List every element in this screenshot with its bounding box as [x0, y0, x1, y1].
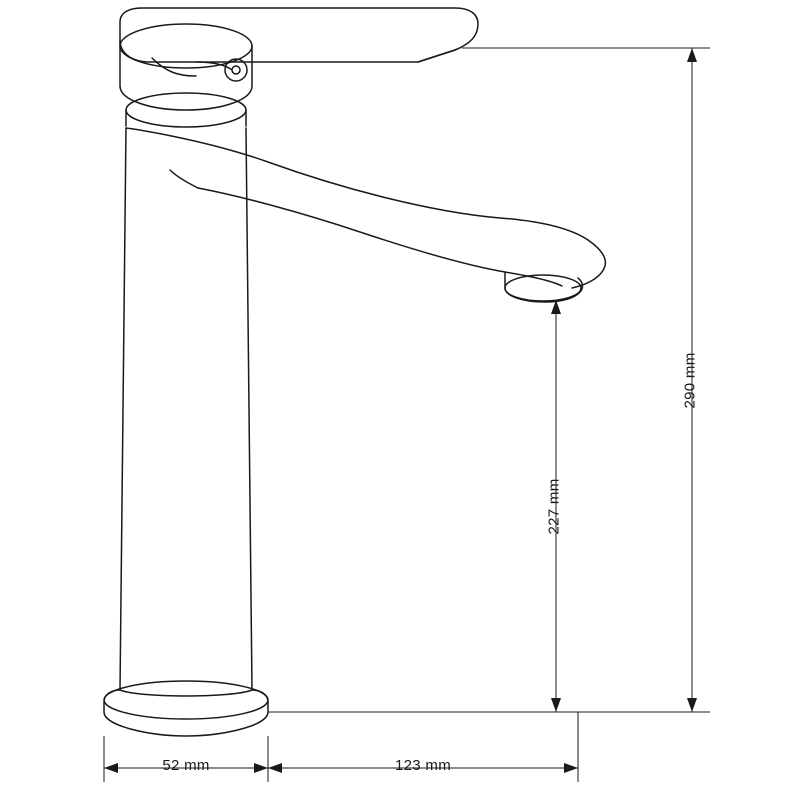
column-left: [120, 128, 126, 690]
dimension-label-base-diameter: 52 mm: [162, 757, 210, 774]
arrow-123-right: [564, 763, 578, 773]
arrow-290-top: [687, 48, 697, 62]
handle-underside: [418, 50, 455, 62]
body-collar: [126, 110, 246, 126]
column-right: [246, 128, 252, 690]
spout-outer-edge: [572, 240, 605, 288]
handle-outline: [120, 8, 478, 62]
dimension-label-overall-height: 290 mm: [681, 352, 699, 409]
faucet-outline-group: [104, 8, 605, 736]
handle-screw-inner: [232, 66, 240, 74]
arrow-290-bottom: [687, 698, 697, 712]
spout-throat: [170, 170, 198, 188]
base-top-ellipse: [104, 681, 268, 719]
dimension-lines-group: [104, 48, 710, 782]
arrow-227-bottom: [551, 698, 561, 712]
dimension-label-spout-reach: 123 mm: [395, 757, 451, 774]
base-inner-curve: [120, 690, 252, 696]
arrow-52-right: [254, 763, 268, 773]
aerator-ellipse: [505, 275, 581, 301]
spout-upper-profile: [126, 128, 588, 240]
arrow-52-left: [104, 763, 118, 773]
spout-lower-profile: [198, 188, 562, 286]
dimension-arrowheads: [104, 48, 697, 773]
arrow-123-left: [268, 763, 282, 773]
dimension-label-spout-height: 227 mm: [545, 478, 563, 535]
